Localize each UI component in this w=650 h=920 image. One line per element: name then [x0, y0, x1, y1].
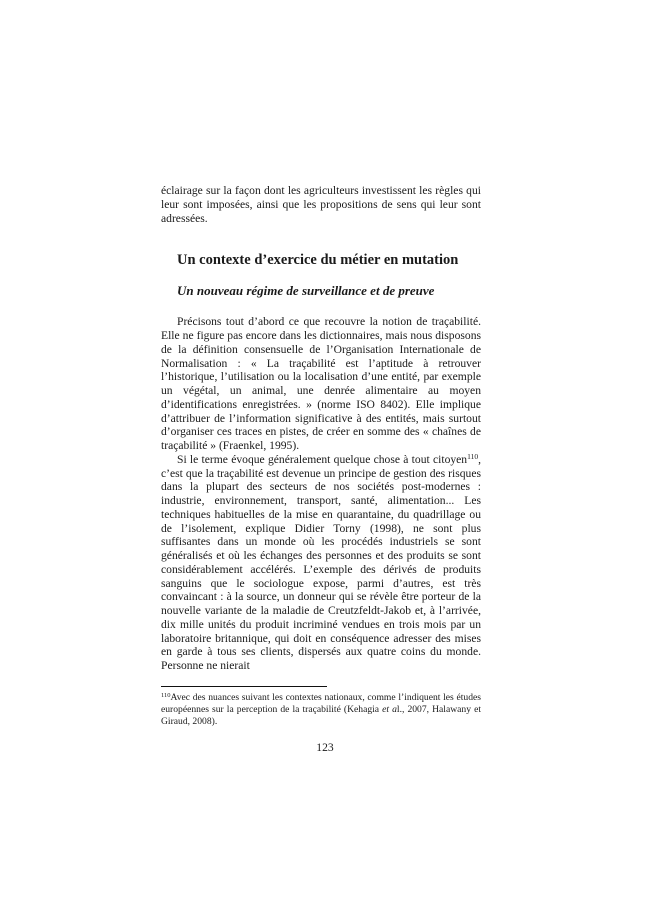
paragraph-text: Si le terme évoque généralement quelque chose à tout citoyen	[177, 452, 468, 466]
footnote-text: Avec des nuances suivant les contextes nationaux, comme l’indiquent les études européennes sur la perception de la traçabilité (Kehagia	[161, 692, 481, 715]
footnote	[161, 692, 481, 728]
paragraph-risk-management	[161, 453, 481, 673]
paragraph-traceability-definition: Précisons tout d’abord ce que recouvre la notion de traçabilité. Elle ne figure pas encore dans les dictionnaires, mais nous disposons de la définition consensuelle de l’Organisation Internationale de Normalisation : « La traçabilité est l’aptitude à retrouver l’historique, l’utilisation ou la localisation d’une entité, par exemple un végétal, un animal, une denrée alimentaire au moyen d’identifications enregistrées. » (norme ISO 8402). Elle implique d’attribuer de l’information significative à des entités, mais surtout d’organiser ces traces en pistes, de créer en somme des « chaînes de traçabilité » (Fraenkel, 1995).	[161, 315, 481, 452]
subsection-heading: Un nouveau régime de surveillance et de preuve	[177, 283, 435, 299]
footnote-reference[interactable]: 110	[467, 451, 479, 461]
footnote-number: 110	[161, 692, 171, 699]
page-number: 123	[316, 741, 334, 754]
footnote-text: l., 2007, Halawany et Giraud, 2008).	[161, 704, 481, 727]
footnote-divider	[161, 686, 327, 687]
page-body	[161, 184, 481, 673]
paragraph-text: , c’est que la traçabilité est devenue un principe de gestion des risques dans la plupart des secteurs de nos sociétés post-modernes : industrie, environnement, transport, santé, alimentation... Les techniques habituelles de la mise en quarantaine, du quadrillage ou de l’isolement, explique Didier Torny (1998), ne sont plus suffisantes dans un monde où les procédés industriels se sont généralisés et où les échanges des personnes et des produits se sont considérablement accélérés. L’exemple des dérivés de produits sanguins que le sociologue expose, parmi d’autres, est très convaincant : à la source, un donneur qui se révèle être porteur de la nouvelle variante de la maladie de Creutzfeldt-Jakob et, à l’arrivée, dix mille unités du produit incriminé vendues en trois mois par un laboratoire britannique, qui doit en conséquence adresser des mises en garde à tous ses clients, dispersés aux quatre coins du monde. Personne ne nierait	[161, 452, 481, 672]
footnote-italic-text: et a	[382, 704, 397, 715]
intro-paragraph: éclairage sur la façon dont les agriculteurs investissent les règles qui leur sont imposées, ainsi que les propositions de sens qui leur sont adressées.	[161, 184, 481, 225]
section-heading: Un contexte d’exercice du métier en mutation	[177, 252, 459, 269]
